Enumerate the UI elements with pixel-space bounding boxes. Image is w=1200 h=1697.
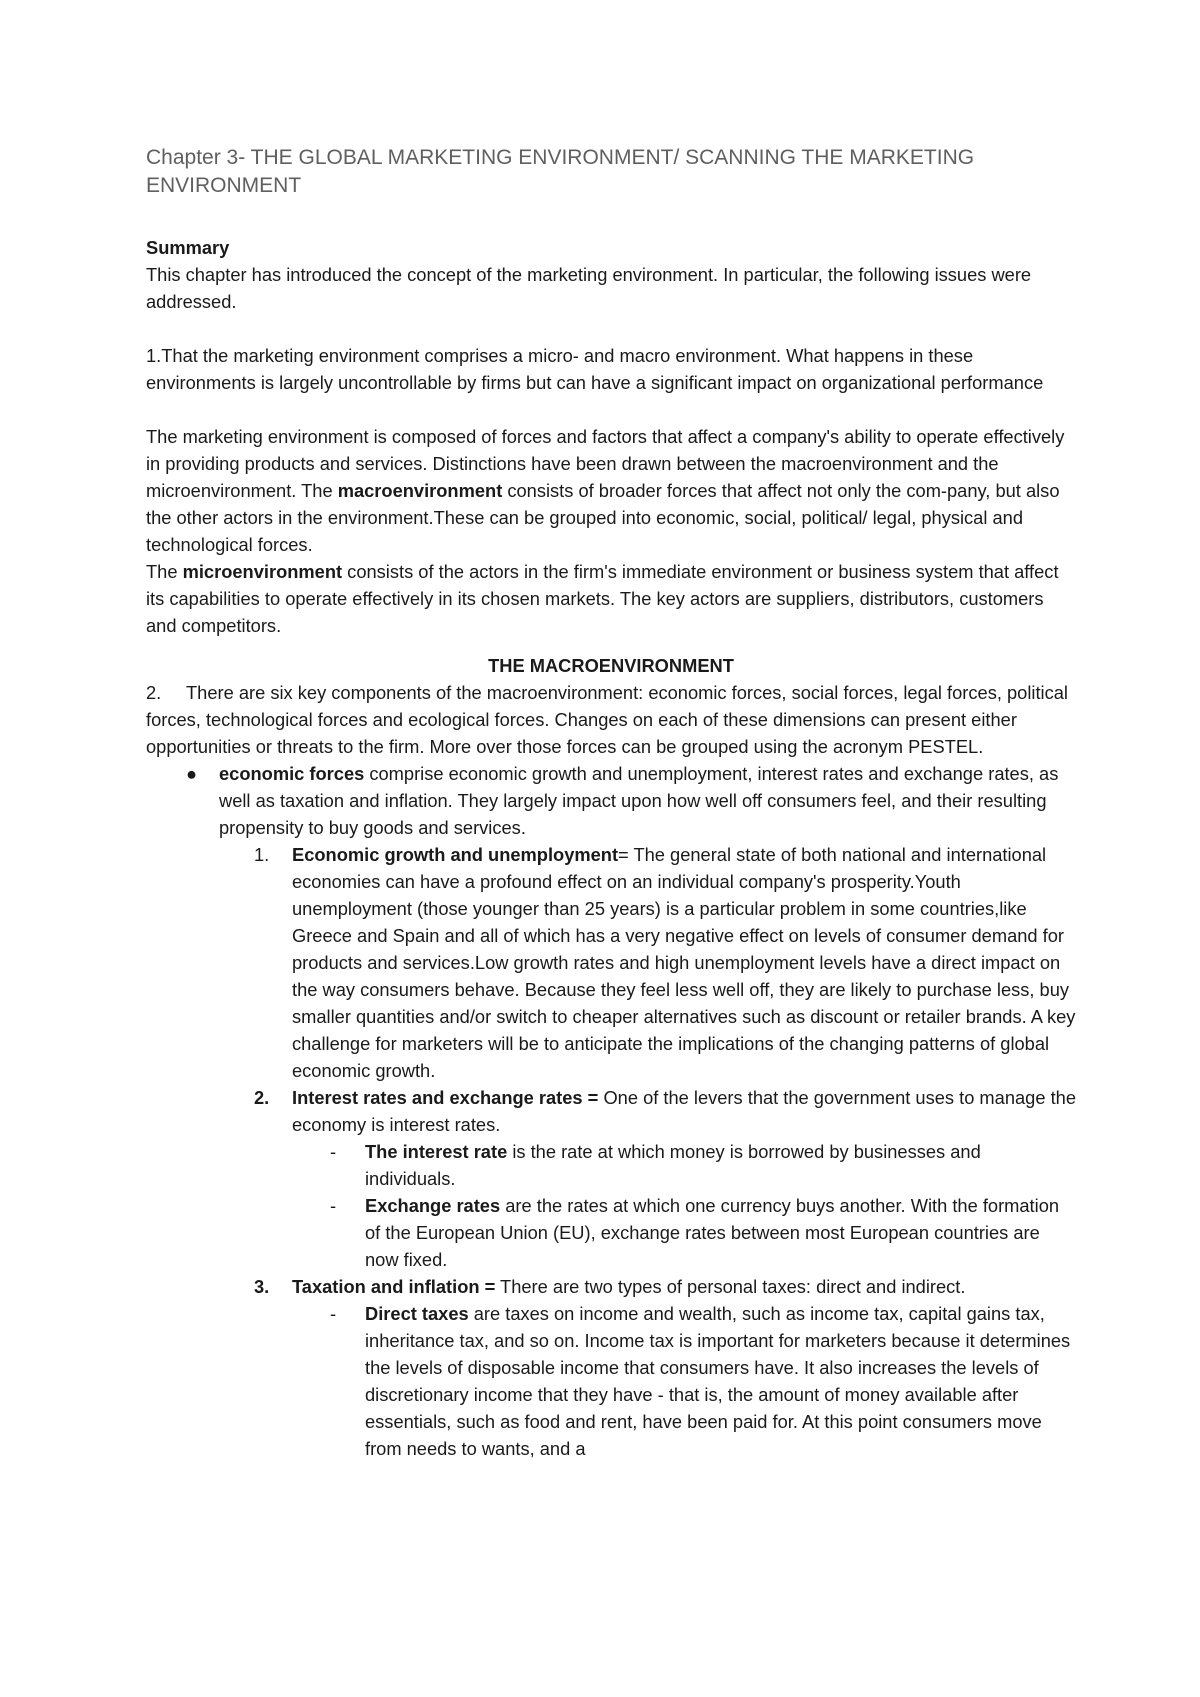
- item-term: Taxation and inflation =: [292, 1276, 496, 1297]
- microenvironment-term: microenvironment: [182, 561, 343, 582]
- microenvironment-paragraph: [146, 558, 1076, 639]
- list-item-economic-growth: [219, 841, 1076, 1084]
- dash-icon: -: [330, 1303, 337, 1324]
- spacer: [146, 315, 1076, 342]
- item-text: is the rate at which money is borrowed by businesses and individuals.: [365, 1141, 981, 1189]
- item-text: One of the levers that the government uses to manage the economy is interest rates.: [292, 1087, 1076, 1135]
- item-number: [254, 1084, 269, 1111]
- item-term: Economic growth and unemployment: [292, 844, 619, 865]
- item-number-text: 2.: [254, 1087, 270, 1108]
- item-term: Interest rates and exchange rates =: [292, 1087, 599, 1108]
- item-number-text: 3.: [254, 1276, 270, 1297]
- item-term: The interest rate: [365, 1141, 508, 1162]
- summary-heading-text: Summary: [146, 237, 230, 258]
- environment-paragraph: [146, 423, 1076, 558]
- environment-paragraph-b: consists of broader forces that affect not only the com-pany, but also the other actors in the environment.These can be grouped into economic, social, political/ legal, physical and technological forces.: [146, 480, 1060, 555]
- item-text: are taxes on income and wealth, such as income tax, capital gains tax, inheritance tax, and so on. Income tax is important for marketers because it determines the levels of disposable income that consumers have. It also increases the levels of discretionary income that they have - that is, the amount of money available after essentials, such as food and rent, have been paid for. At this point consumers move from needs to wants, and a: [365, 1303, 1071, 1459]
- economic-forces-term: economic forces: [219, 763, 365, 784]
- forces-list: [146, 760, 1076, 1462]
- list-item-taxation-inflation: [219, 1273, 1076, 1462]
- interest-list: [292, 1138, 1076, 1273]
- item-text: = The general state of both national and international economies can have a profound effect on an individual company's prosperity.Youth unemployment (those younger than 25 years) is a particular problem in some countries,like Greece and Spain and all of which has a very negative effect on levels of consumer demand for products and services.Low growth rates and high unemployment levels have a direct impact on the way consumers behave. Because they feel less well off, they are likely to purchase less, buy smaller quantities and/or switch to cheaper alternatives such as discount or retailer brands. A key challenge for marketers will be to anticipate the implications of the changing patterns of global economic growth.: [292, 844, 1076, 1081]
- bullet-icon: ●: [186, 763, 198, 784]
- chapter-title: Chapter 3- THE GLOBAL MARKETING ENVIRONMENT/ SCANNING THE MARKETING ENVIRONMENT: [146, 146, 975, 197]
- macro-point-2: [146, 679, 1076, 760]
- item-number: [254, 1273, 269, 1300]
- dash-icon: -: [330, 1195, 337, 1216]
- environment-paragraph-a: The marketing environment is composed of forces and factors that affect a company's ability to operate effectively in providing products and services. Distinctions have been drawn between the macroenvironment and the microenvironment. The: [146, 426, 1065, 501]
- macro-point-2-number: 2.: [146, 682, 162, 703]
- summary-point-1: 1.That the marketing environment comprises a micro- and macro environment. What happens in these environments is largely uncontrollable by firms but can have a significant impact on organizational performance: [146, 345, 1044, 393]
- item-number: 1.: [254, 844, 270, 865]
- macroenvironment-term: macroenvironment: [337, 480, 503, 501]
- summary-heading: [146, 234, 1076, 261]
- item-term: Direct taxes: [365, 1303, 469, 1324]
- list-item-exchange-rates: [292, 1192, 1076, 1273]
- item-term: Exchange rates: [365, 1195, 501, 1216]
- item-text: are the rates at which one currency buys another. With the formation of the European Union (EU), exchange rates between most European countries are now fixed.: [365, 1195, 1060, 1270]
- list-item-economic-forces: [146, 760, 1076, 1462]
- economic-forces-text: comprise economic growth and unemployment, interest rates and exchange rates, as well as taxation and inflation. They largely impact upon how well off consumers feel, and their resulting propensity to buy goods and services.: [219, 763, 1059, 838]
- macro-point-2-text: There are six key components of the macroenvironment: economic forces, social forces, legal forces, political forces, technological forces and ecological forces. Changes on each of these dimensions can present either opportunities or threats to the firm. More over those forces can be grouped using the acronym PESTEL.: [146, 682, 1068, 757]
- summary-intro: This chapter has introduced the concept of the marketing environment. In particular, the following issues were addressed.: [146, 264, 1032, 312]
- macroenvironment-heading: THE MACROENVIRONMENT: [488, 655, 734, 676]
- list-item-direct-taxes: [292, 1300, 1076, 1462]
- item-text: There are two types of personal taxes: direct and indirect.: [495, 1276, 966, 1297]
- spacer: [146, 396, 1076, 423]
- document-page: [146, 144, 1076, 1462]
- economic-factors-list: [219, 841, 1076, 1462]
- taxes-list: [292, 1300, 1076, 1462]
- micro-prefix: The: [146, 561, 183, 582]
- list-item-interest-rate: [292, 1138, 1076, 1192]
- micro-rest: consists of the actors in the firm's immediate environment or business system that affect its capabilities to operate effectively in its chosen markets. The key actors are suppliers, distributors, customers and competitors.: [146, 561, 1059, 636]
- dash-icon: -: [330, 1141, 337, 1162]
- list-item-interest-exchange: [219, 1084, 1076, 1273]
